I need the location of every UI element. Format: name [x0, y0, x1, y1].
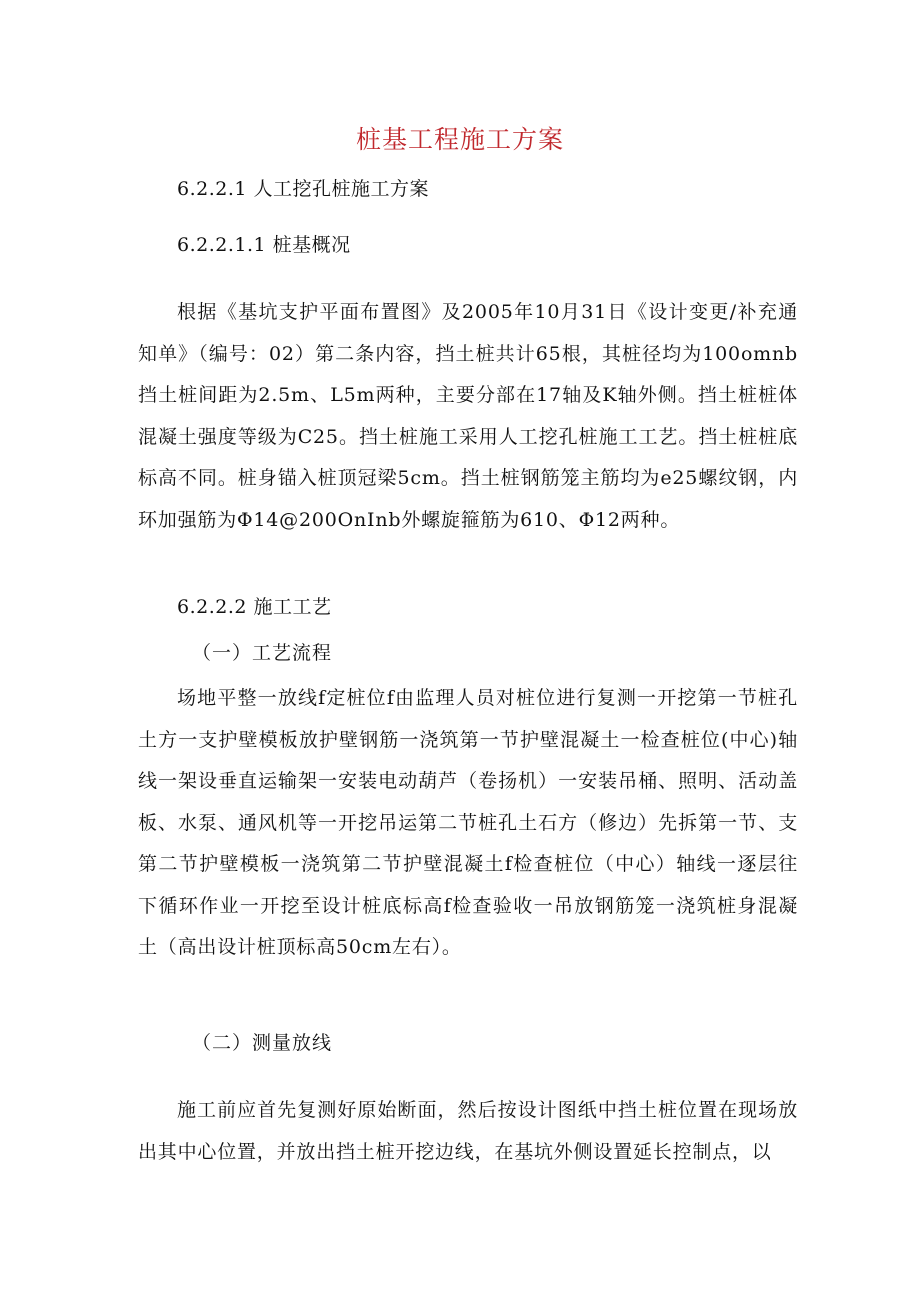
section-heading-62211: 6.2.2.1.1 桩基概况	[177, 234, 351, 256]
section-heading-6222: 6.2.2.2 施工工艺	[177, 596, 332, 618]
subheading-survey: （二）测量放线	[192, 1032, 333, 1054]
process-flow-paragraph: 场地平整一放线f定桩位f由监理人员对桩位进行复测一开挖第一节桩孔土方一支护壁模板放护壁钢筋一浇筑第一节护壁混凝土一检查桩位(中心)轴线一架设垂直运输架一安装电动葫芦（卷扬机）一安装吊桶、照明、活动盖板、水泵、通风机等一开挖吊运第二节桩孔土石方（修边）先拆第一节、支第二节护壁模板一浇筑第二节护壁混凝土f检查桩位（中心）轴线一逐层往下循环作业一开挖至设计桩底标高f检查验收一吊放钢筋笼一浇筑桩身混凝土（高出设计桩顶标高50cm左右）。	[138, 687, 798, 958]
document-title: 桩基工程施工方案	[355, 125, 564, 154]
subheading-process-flow: （一）工艺流程	[192, 642, 333, 664]
overview-paragraph: 根据《基坑支护平面布置图》及2005年10月31日《设计变更/补充通知单》（编号：02）第二条内容，挡土桩共计65根，其桩径均为100omnb挡土桩间距为2.5m、L5m两种，主要分部在17轴及K轴外侧。挡土桩桩体混凝土强度等级为C25。挡土桩施工采用人工挖孔桩施工工艺。挡土桩桩底标高不同。桩身锚入桩顶冠梁5cm。挡土桩钢筋笼主筋均为e25螺纹钢，内环加强筋为Φ14@200OnInb外螺旋箍筋为610、Φ12两种。	[138, 301, 798, 531]
survey-paragraph: 施工前应首先复测好原始断面，然后按设计图纸中挡土桩位置在现场放出其中心位置，并放出挡土桩开挖边线，在基坑外侧设置延长控制点，以	[138, 1099, 798, 1163]
section-heading-6221: 6.2.2.1 人工挖孔桩施工方案	[177, 178, 430, 200]
